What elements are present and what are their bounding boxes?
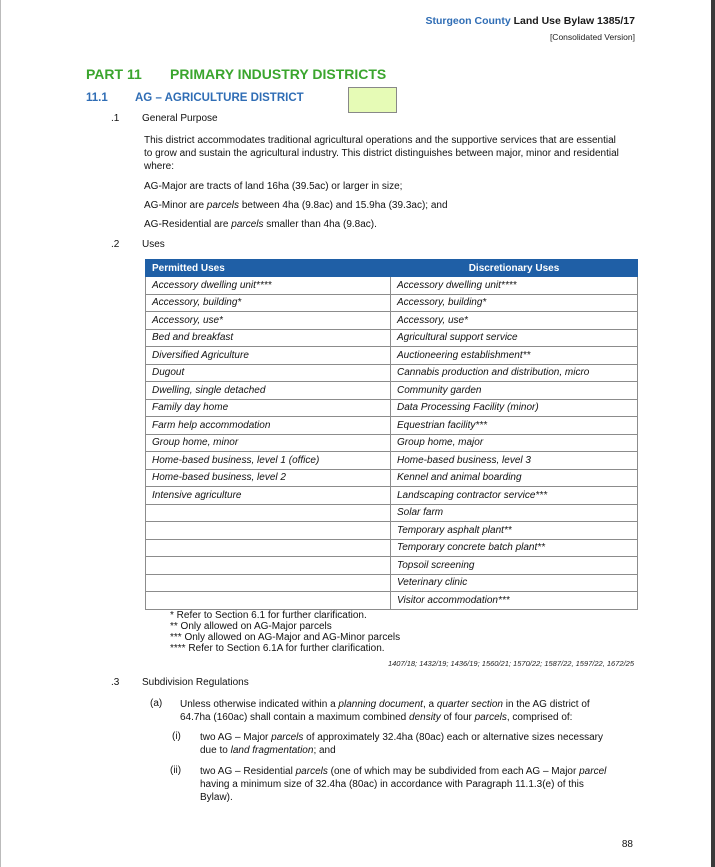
a2-post: , comprised of: xyxy=(506,712,573,723)
res-text-end: smaller than 4ha (9.8ac). xyxy=(263,219,377,230)
discretionary-use-cell: Agricultural support service xyxy=(391,329,638,347)
table-row xyxy=(146,417,638,435)
discretionary-use-cell: Auctioneering establishment** xyxy=(391,347,638,365)
discretionary-use-cell: Community garden xyxy=(391,382,638,400)
subsection-purpose xyxy=(111,113,218,124)
purpose-intro: This district accommodates traditional agricultural operations and the supportive services that are essential to grow and sustain the agricultural industry. This district distinguishes between major, minor and residential where: xyxy=(144,135,619,172)
clause-i-label: (i) xyxy=(172,731,181,742)
table-row xyxy=(146,329,638,347)
subdivision-number: .3 xyxy=(111,677,120,688)
note-4: **** Refer to Section 6.1A for further clarification. xyxy=(170,643,385,654)
subsection-subdivision xyxy=(111,677,249,688)
permitted-use-cell xyxy=(146,592,391,610)
part-heading xyxy=(86,66,386,82)
permitted-use-cell: Home-based business, level 2 xyxy=(146,469,391,487)
amending-bylaws: 1407/18; 1432/19; 1436/19; 1560/21; 1570/22; 1587/22, 1597/22, 1672/25 xyxy=(387,659,634,668)
part-title: PRIMARY INDUSTRY DISTRICTS xyxy=(170,66,387,82)
discretionary-use-cell: Home-based business, level 3 xyxy=(391,452,638,470)
table-row xyxy=(146,399,638,417)
uses-number: .2 xyxy=(111,239,120,250)
a1-post: in the AG district of xyxy=(503,699,590,710)
clause-ii-text xyxy=(200,765,640,804)
table-row xyxy=(146,452,638,470)
part-label: PART 11 xyxy=(86,66,142,82)
table-row xyxy=(146,504,638,522)
page-right-edge xyxy=(711,0,715,867)
table-row xyxy=(146,294,638,312)
note-2: ** Only allowed on AG-Major parcels xyxy=(170,621,332,632)
discretionary-use-cell: Accessory, building* xyxy=(391,294,638,312)
discretionary-use-cell: Temporary concrete batch plant** xyxy=(391,539,638,557)
table-row xyxy=(146,574,638,592)
i2-post: ; and xyxy=(313,745,336,756)
a2-term-density: density xyxy=(409,712,441,723)
discretionary-use-cell: Accessory dwelling unit**** xyxy=(391,277,638,295)
discretionary-use-cell: Visitor accommodation*** xyxy=(391,592,638,610)
clause-ii-line-2: having a minimum size of 32.4ha (80ac) in accordance with Paragraph 11.1.3(e) of this xyxy=(200,779,584,790)
res-parcels-term: parcels xyxy=(231,219,264,230)
running-header xyxy=(426,15,636,42)
clause-a-line-2 xyxy=(180,711,640,724)
discretionary-use-cell: Group home, major xyxy=(391,434,638,452)
header-version: [Consolidated Version] xyxy=(549,32,635,42)
permitted-use-cell: Group home, minor xyxy=(146,434,391,452)
permitted-use-cell: Intensive agriculture xyxy=(146,487,391,505)
i2-pre: due to xyxy=(200,745,231,756)
page-number: 88 xyxy=(621,839,633,850)
discretionary-use-cell: Temporary asphalt plant** xyxy=(391,522,638,540)
section-heading xyxy=(86,92,304,104)
note-1: * Refer to Section 6.1 for further clarification. xyxy=(170,610,367,621)
i1-post: of approximately 32.4ha (80ac) each or alternative sizes necessary xyxy=(303,732,603,743)
section-number: 11.1 xyxy=(86,92,108,104)
table-row xyxy=(146,592,638,610)
clause-ii-label: (ii) xyxy=(170,765,182,776)
discretionary-use-cell: Equestrian facility*** xyxy=(391,417,638,435)
minor-text: AG-Minor are xyxy=(144,200,207,211)
uses-table-header xyxy=(146,260,638,277)
table-row xyxy=(146,312,638,330)
a2-pre: 64.7ha (160ac) shall contain a maximum combined xyxy=(180,712,410,723)
table-row xyxy=(146,539,638,557)
purpose-residential xyxy=(144,218,624,231)
permitted-use-cell xyxy=(146,504,391,522)
discretionary-use-cell: Kennel and animal boarding xyxy=(391,469,638,487)
purpose-major: AG-Major are tracts of land 16ha (39.5ac) or larger in size; xyxy=(144,181,403,192)
a1-term-planning-document: planning document xyxy=(338,699,423,710)
header-bylaw: Land Use Bylaw 1385/17 xyxy=(510,15,635,27)
permitted-use-cell: Diversified Agriculture xyxy=(146,347,391,365)
ii1-pre: two AG – Residential xyxy=(200,766,296,777)
permitted-use-cell: Family day home xyxy=(146,399,391,417)
a1-pre: Unless otherwise indicated within a xyxy=(180,699,339,710)
minor-parcels-term: parcels xyxy=(206,200,240,211)
uses-notes xyxy=(170,610,400,654)
i1-pre: two AG – Major xyxy=(200,732,272,743)
header-org: Sturgeon County xyxy=(425,15,511,27)
subdivision-heading: Subdivision Regulations xyxy=(142,677,249,688)
permitted-use-cell: Bed and breakfast xyxy=(146,329,391,347)
uses-table xyxy=(145,259,638,610)
a2-term-parcels: parcels xyxy=(474,712,507,723)
table-row xyxy=(146,364,638,382)
clause-i-text xyxy=(200,731,640,757)
note-3: *** Only allowed on AG-Major and AG-Minor parcels xyxy=(170,632,401,643)
ii1-term-parcel: parcel xyxy=(579,766,607,777)
uses-table-body xyxy=(146,277,638,610)
a1-mid: , a xyxy=(422,699,437,710)
clause-a-text xyxy=(180,698,640,724)
clause-ii-line-3: Bylaw). xyxy=(200,792,233,803)
a2-mid: of four xyxy=(440,712,475,723)
permitted-use-cell: Home-based business, level 1 (office) xyxy=(146,452,391,470)
a1-term-quarter-section: quarter section xyxy=(436,699,503,710)
ii1-mid: (one of which may be subdivided from each AG – Major xyxy=(327,766,580,777)
col-permitted: Permitted Uses xyxy=(146,260,391,277)
table-row xyxy=(146,469,638,487)
permitted-use-cell: Accessory dwelling unit**** xyxy=(146,277,391,295)
clause-i-line-2 xyxy=(200,744,640,757)
discretionary-use-cell: Cannabis production and distribution, micro xyxy=(391,364,638,382)
table-row xyxy=(146,382,638,400)
table-row xyxy=(146,434,638,452)
clause-i-line-1 xyxy=(200,731,640,744)
permitted-use-cell xyxy=(146,539,391,557)
clause-a-line-1 xyxy=(180,698,640,711)
minor-text-end: between 4ha (9.8ac) and 15.9ha (39.3ac); and xyxy=(239,200,448,211)
purpose-heading: General Purpose xyxy=(142,113,218,124)
clause-a-label: (a) xyxy=(150,698,163,709)
discretionary-use-cell: Landscaping contractor service*** xyxy=(391,487,638,505)
col-discretionary: Discretionary Uses xyxy=(391,260,638,277)
discretionary-use-cell: Solar farm xyxy=(391,504,638,522)
i2-term-land-fragmentation: land fragmentation xyxy=(230,745,314,756)
header-title xyxy=(426,15,636,27)
ii1-term-parcels: parcels xyxy=(295,766,328,777)
permitted-use-cell xyxy=(146,574,391,592)
permitted-use-cell xyxy=(146,522,391,540)
i1-term-parcels: parcels xyxy=(271,732,304,743)
discretionary-use-cell: Topsoil screening xyxy=(391,557,638,575)
permitted-use-cell: Farm help accommodation xyxy=(146,417,391,435)
table-row xyxy=(146,277,638,295)
section-title: AG – AGRICULTURE DISTRICT xyxy=(135,92,304,104)
discretionary-use-cell: Veterinary clinic xyxy=(391,574,638,592)
res-text: AG-Residential are xyxy=(144,219,232,230)
permitted-use-cell: Dwelling, single detached xyxy=(146,382,391,400)
purpose-minor xyxy=(144,199,624,212)
discretionary-use-cell: Data Processing Facility (minor) xyxy=(391,399,638,417)
discretionary-use-cell: Accessory, use* xyxy=(391,312,638,330)
highlight-box xyxy=(348,87,397,113)
clause-ii-line-1 xyxy=(200,765,640,778)
page-left-edge xyxy=(0,0,1,867)
table-row xyxy=(146,347,638,365)
table-row xyxy=(146,487,638,505)
subsection-uses xyxy=(111,239,165,250)
uses-heading: Uses xyxy=(142,239,165,250)
permitted-use-cell: Accessory, building* xyxy=(146,294,391,312)
purpose-number: .1 xyxy=(111,113,120,124)
table-row xyxy=(146,557,638,575)
permitted-use-cell: Dugout xyxy=(146,364,391,382)
permitted-use-cell xyxy=(146,557,391,575)
permitted-use-cell: Accessory, use* xyxy=(146,312,391,330)
table-row xyxy=(146,522,638,540)
